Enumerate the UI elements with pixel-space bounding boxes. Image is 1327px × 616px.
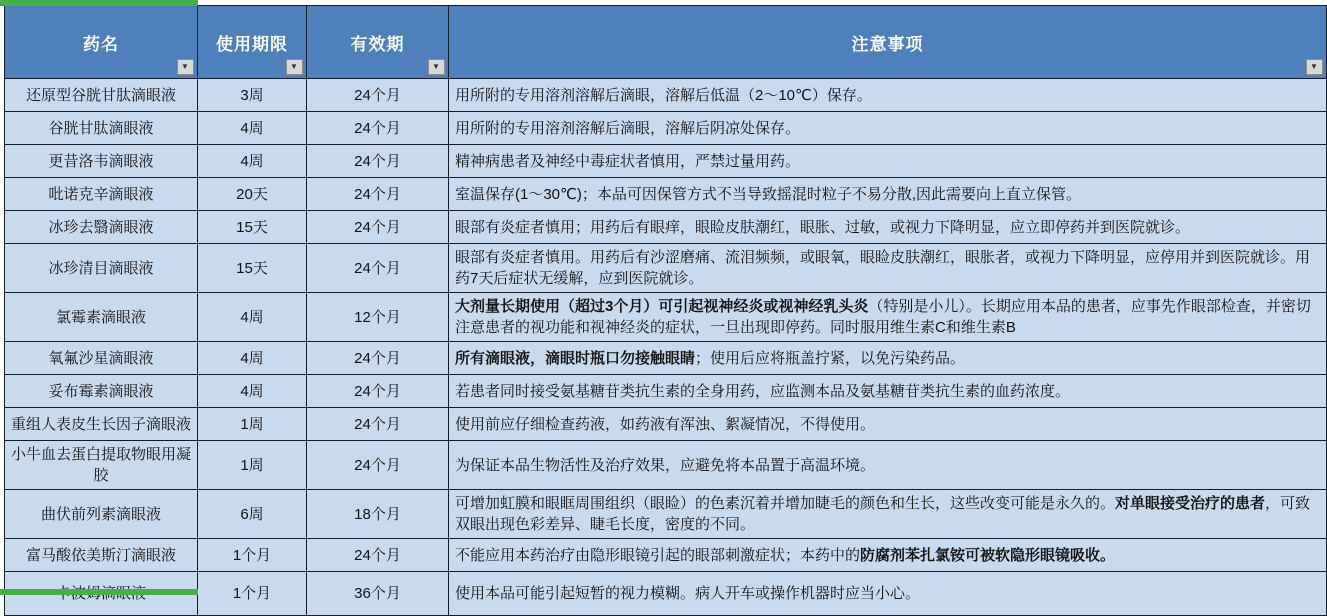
drug-name-cell[interactable]: 妥布霉素滴眼液 — [5, 375, 198, 408]
usage-period-cell[interactable]: 20天 — [198, 178, 307, 211]
validity-cell[interactable]: 24个月 — [307, 408, 449, 441]
column-header-label: 有效期 — [350, 34, 405, 54]
precautions-cell[interactable] — [449, 178, 1327, 211]
filter-button[interactable] — [428, 59, 445, 75]
note-segment: 用所附的专用溶剂溶解后滴眼，溶解后低温（2～10℃）保存。 — [455, 86, 872, 104]
usage-period-cell[interactable]: 15天 — [198, 244, 307, 293]
drug-name-cell[interactable]: 冰珍清目滴眼液 — [5, 244, 198, 293]
usage-period-cell[interactable]: 1周 — [198, 441, 307, 490]
column-header-precautions[interactable] — [449, 6, 1327, 79]
precautions-cell[interactable] — [449, 244, 1327, 293]
note-segment: 为保证本品生物活性及治疗效果，应避免将本品置于高温环境。 — [455, 456, 876, 474]
note-segment: 大剂量长期使用（超过3个月）可引起视神经炎或视神经乳头炎 — [455, 298, 869, 315]
drug-name-cell[interactable]: 曲伏前列素滴眼液 — [5, 490, 198, 539]
note-segment: 眼部有炎症者慎用。用药后有沙涩磨痛、流泪频频，或眼氧，眼睑皮肤潮红，眼胀者，或视力下降明显，应停用并到医院就诊。用药7天后症状无缓解，应到医院就诊。 — [455, 249, 1311, 287]
filter-dropdown-icon: ▼ — [432, 62, 441, 71]
validity-cell[interactable]: 18个月 — [307, 490, 449, 539]
table-row — [5, 539, 1327, 572]
precautions-cell[interactable] — [449, 145, 1327, 178]
validity-cell[interactable]: 24个月 — [307, 112, 449, 145]
note-segment: ；使用后应将瓶盖拧紧，以免污染药品。 — [695, 349, 966, 367]
note-segment: 眼部有炎症者慎用；用药后有眼痒，眼睑皮肤潮红，眼胀、过敏，或视力下降明显，应立即停药并到医院就诊。 — [455, 218, 1191, 236]
header-row — [5, 6, 1327, 79]
drug-name-cell[interactable]: 还原型谷胱甘肽滴眼液 — [5, 79, 198, 112]
drug-name-cell[interactable]: 重组人表皮生长因子滴眼液 — [5, 408, 198, 441]
column-header-validity[interactable] — [307, 6, 449, 79]
table-row — [5, 79, 1327, 112]
filter-dropdown-icon: ▼ — [290, 62, 299, 71]
table-row — [5, 408, 1327, 441]
filter-button[interactable] — [177, 59, 194, 75]
drug-name-cell[interactable]: 氧氟沙星滴眼液 — [5, 342, 198, 375]
table-row — [5, 342, 1327, 375]
note-segment: 室温保存(1～30℃)；本品可因保管方式不当导致摇混时粒子不易分散,因此需要向上直立保管。 — [455, 185, 1082, 203]
validity-cell[interactable]: 24个月 — [307, 244, 449, 293]
table-row — [5, 211, 1327, 244]
note-segment: 所有滴眼液，滴眼时瓶口勿接触眼睛 — [455, 349, 696, 367]
note-segment: 对单眼接受治疗的患者 — [1115, 495, 1266, 512]
note-segment: （特别是小儿）。长期应用本品的患者，应事先作眼部检查，并密切注意患者的视功能和视神经炎的症状，一旦出现即停药。同时服用维生素C和维生素B — [455, 298, 1311, 336]
precautions-cell[interactable] — [449, 211, 1327, 244]
note-segment: 防腐剂苯扎氯铵可被软隐形眼镜吸收。 — [860, 546, 1116, 564]
precautions-cell[interactable] — [449, 490, 1327, 539]
note-segment: 精神病患者及神经中毒症状者慎用，严禁过量用药。 — [455, 152, 801, 170]
table-row — [5, 178, 1327, 211]
column-header-drug-name[interactable] — [5, 6, 198, 79]
selection-highlight-bottom — [0, 589, 198, 595]
note-segment: 使用本品可能引起短暂的视力模糊。病人开车或操作机器时应当小心。 — [455, 585, 921, 602]
drug-table — [4, 5, 1327, 616]
note-segment: 使用前应仔细检查药液，如药液有浑浊、絮凝情况，不得使用。 — [455, 415, 876, 433]
table-row — [5, 375, 1327, 408]
usage-period-cell[interactable]: 15天 — [198, 211, 307, 244]
table-row — [5, 293, 1327, 342]
note-segment: 用所附的专用溶剂溶解后滴眼，溶解后阴凉处保存。 — [455, 119, 801, 137]
validity-cell[interactable]: 24个月 — [307, 178, 449, 211]
column-header-label: 注意事项 — [851, 34, 924, 54]
precautions-cell[interactable] — [449, 539, 1327, 572]
validity-cell[interactable]: 24个月 — [307, 79, 449, 112]
table-row — [5, 572, 1327, 616]
precautions-cell[interactable] — [449, 572, 1327, 616]
filter-button[interactable] — [1306, 59, 1323, 75]
drug-name-cell[interactable]: 富马酸依美斯汀滴眼液 — [5, 539, 198, 572]
selection-highlight-top — [0, 0, 198, 6]
usage-period-cell[interactable]: 1个月 — [198, 572, 307, 616]
table-row — [5, 244, 1327, 293]
validity-cell[interactable]: 36个月 — [307, 572, 449, 616]
filter-dropdown-icon: ▼ — [181, 62, 190, 71]
precautions-cell[interactable] — [449, 441, 1327, 490]
precautions-cell[interactable] — [449, 375, 1327, 408]
usage-period-cell[interactable]: 6周 — [198, 490, 307, 539]
usage-period-cell[interactable]: 3周 — [198, 79, 307, 112]
precautions-cell[interactable] — [449, 408, 1327, 441]
column-header-usage-period[interactable] — [198, 6, 307, 79]
usage-period-cell[interactable]: 4周 — [198, 293, 307, 342]
precautions-cell[interactable] — [449, 112, 1327, 145]
usage-period-cell[interactable]: 1个月 — [198, 539, 307, 572]
precautions-cell[interactable] — [449, 79, 1327, 112]
drug-name-cell[interactable]: 谷胱甘肽滴眼液 — [5, 112, 198, 145]
validity-cell[interactable]: 24个月 — [307, 539, 449, 572]
table-row — [5, 145, 1327, 178]
validity-cell[interactable]: 24个月 — [307, 375, 449, 408]
table-row — [5, 441, 1327, 490]
note-segment: ，可致双眼出现色彩差异、睫毛长度，密度的不同。 — [455, 495, 1311, 533]
validity-cell[interactable]: 24个月 — [307, 145, 449, 178]
table-row — [5, 112, 1327, 145]
precautions-cell[interactable] — [449, 342, 1327, 375]
column-header-label: 使用期限 — [216, 34, 288, 54]
note-segment: 若患者同时接受氨基糖苷类抗生素的全身用药，应监测本品及氨基糖苷类抗生素的血药浓度。 — [455, 382, 1071, 400]
table-header — [5, 6, 1327, 79]
usage-period-cell[interactable]: 4周 — [198, 145, 307, 178]
filter-dropdown-icon: ▼ — [1310, 62, 1319, 71]
precautions-cell[interactable] — [449, 293, 1327, 342]
table-body — [5, 79, 1327, 616]
drug-name-cell[interactable]: 冰珍去翳滴眼液 — [5, 211, 198, 244]
column-header-label: 药名 — [83, 34, 119, 54]
usage-period-cell[interactable]: 1周 — [198, 408, 307, 441]
drug-name-cell[interactable]: 氯霉素滴眼液 — [5, 293, 198, 342]
validity-cell[interactable]: 24个月 — [307, 211, 449, 244]
validity-cell[interactable]: 24个月 — [307, 441, 449, 490]
filter-button[interactable] — [286, 59, 303, 75]
drug-name-cell[interactable]: 更昔洛韦滴眼液 — [5, 145, 198, 178]
note-segment: 可增加虹膜和眼眶周围组织（眼睑）的色素沉着并增加睫毛的颜色和生长，这些改变可能是永久的。 — [455, 495, 1116, 512]
drug-name-cell[interactable]: 吡诺克辛滴眼液 — [5, 178, 198, 211]
validity-cell[interactable]: 24个月 — [307, 342, 449, 375]
drug-name-cell[interactable]: 小牛血去蛋白提取物眼用凝胶 — [5, 441, 198, 490]
validity-cell[interactable]: 12个月 — [307, 293, 449, 342]
note-segment: 不能应用本药治疗由隐形眼镜引起的眼部刺激症状；本药中的 — [455, 546, 861, 564]
usage-period-cell[interactable]: 4周 — [198, 342, 307, 375]
usage-period-cell[interactable]: 4周 — [198, 375, 307, 408]
usage-period-cell[interactable]: 4周 — [198, 112, 307, 145]
table-row — [5, 490, 1327, 539]
